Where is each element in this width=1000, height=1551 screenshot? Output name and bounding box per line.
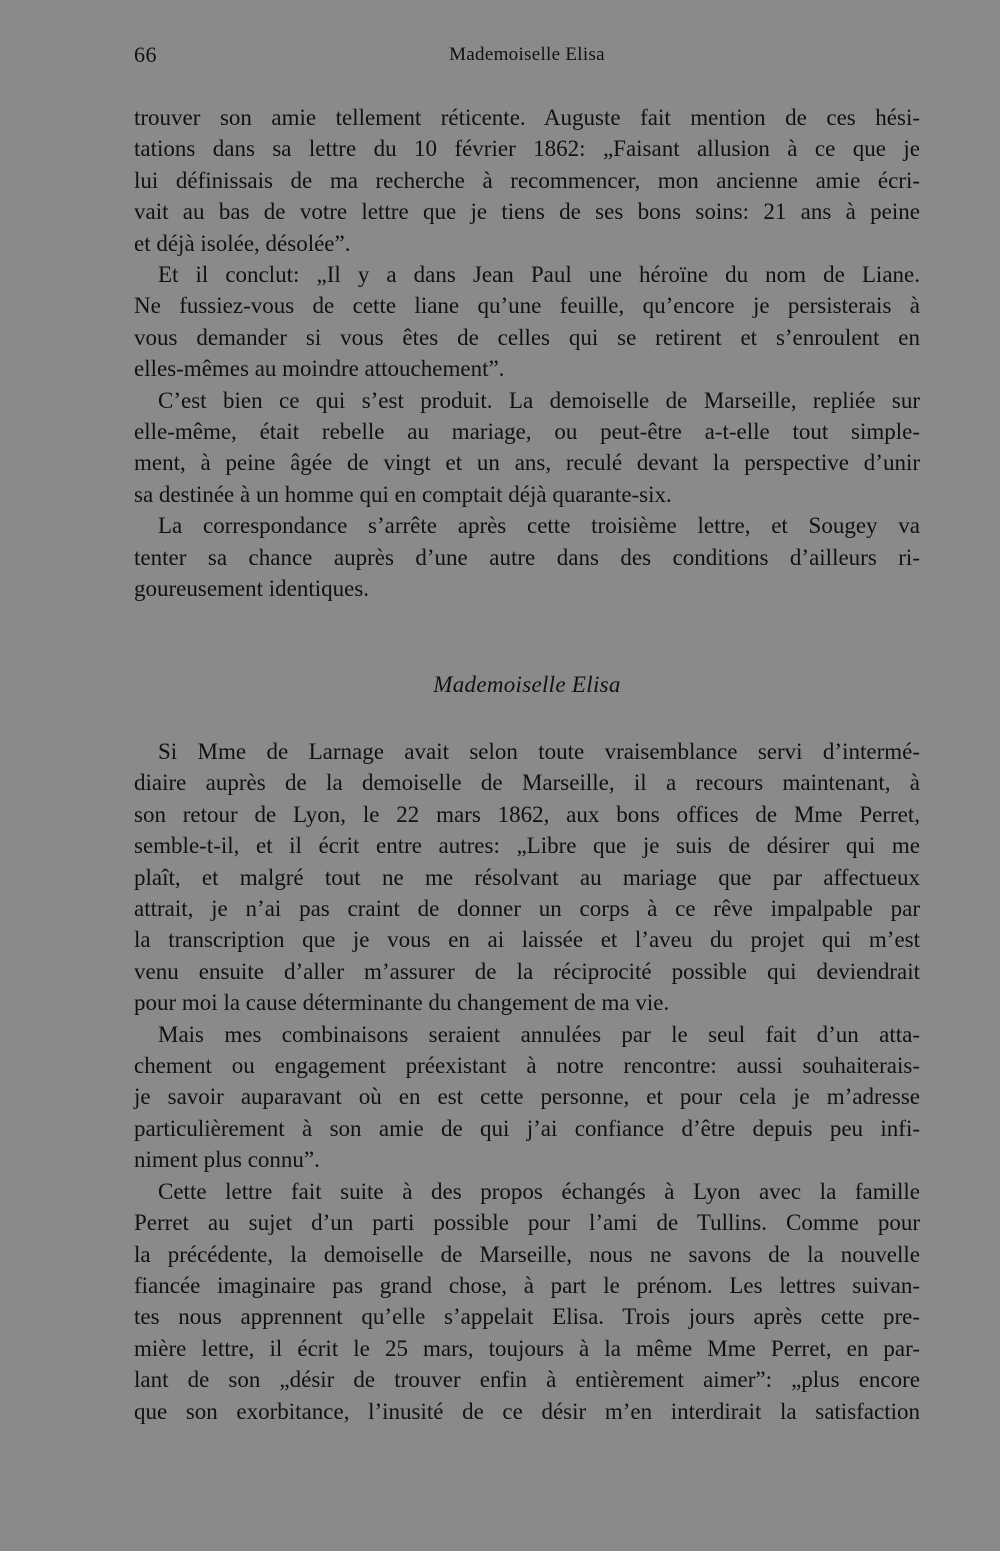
text-line: je savoir auparavant où en est cette personne, et pour cela je m’adresse: [134, 1084, 920, 1110]
text-line: semble-t-il, et il écrit entre autres: „Libre que je suis de désirer qui me: [134, 833, 920, 859]
paragraph: [134, 385, 920, 511]
text-line: Et il conclut: „Il y a dans Jean Paul une héroïne du nom de Liane.: [158, 262, 920, 288]
text-line: que son exorbitance, l’inusité de ce désir m’en interdirait la satisfaction: [134, 1398, 920, 1424]
text-line: Ne fussiez-vous de cette liane qu’une feuille, qu’encore je persisterais à: [134, 293, 920, 319]
text-line: pour moi la cause déterminante du changement de ma vie.: [134, 990, 670, 1016]
text-line: chement ou engagement préexistant à notre rencontre: aussi souhaiterais-: [134, 1053, 920, 1079]
text-line: trouver son amie tellement réticente. Auguste fait mention de ces hési-: [134, 105, 920, 130]
paragraph: [134, 1176, 920, 1427]
text-line: Cette lettre fait suite à des propos échangés à Lyon avec la famille: [158, 1178, 920, 1204]
text-line: La correspondance s’arrête après cette troisième lettre, et Sougey va: [158, 513, 920, 539]
paragraph: [134, 736, 920, 1019]
text-line: ment, à peine âgée de vingt et un ans, reculé devant la perspective d’unir: [134, 450, 920, 476]
text-line: tes nous apprennent qu’elle s’appelait Elisa. Trois jours après cette pre-: [134, 1304, 920, 1330]
text-line: particulièrement à son amie de qui j’ai confiance d’être depuis peu infi-: [134, 1115, 920, 1141]
text-line: lui définissais de ma recherche à recommencer, mon ancienne amie écri-: [134, 167, 920, 193]
text-line: la précédente, la demoiselle de Marseille, nous ne savons de la nouvelle: [134, 1241, 920, 1267]
paragraph: [134, 259, 920, 385]
text-line: goureusement identiques.: [134, 576, 370, 602]
text-line: elles-mêmes au moindre attouchement”.: [134, 356, 505, 382]
section-heading: Mademoiselle Elisa: [433, 672, 621, 697]
text-line: lant de son „désir de trouver enfin à entièrement aimer”: „plus encore: [134, 1367, 920, 1393]
text-line: C’est bien ce qui s’est produit. La demoiselle de Marseille, repliée sur: [158, 387, 920, 413]
text-line: Perret au sujet d’un parti possible pour l’ami de Tullins. Comme pour: [134, 1210, 920, 1236]
text-line: vous demander si vous êtes de celles qui se retirent et s’enroulent en: [134, 324, 920, 350]
text-line: son retour de Lyon, le 22 mars 1862, aux bons offices de Mme Perret,: [134, 801, 920, 827]
text-line: sa destinée à un homme qui en comptait déjà quarante-six.: [134, 481, 672, 507]
page-number: 66: [134, 42, 157, 67]
text-line: et déjà isolée, désolée”.: [134, 230, 351, 256]
text-line: Si Mme de Larnage avait selon toute vraisemblance servi d’intermé-: [158, 739, 920, 764]
text-line: plaît, et malgré tout ne me résolvant au mariage que par affectueux: [134, 864, 920, 890]
text-line: mière lettre, il écrit le 25 mars, toujours à la même Mme Perret, en par-: [134, 1335, 920, 1361]
paragraph: [134, 510, 920, 604]
text-line: tenter sa chance auprès d’une autre dans des conditions d’ailleurs ri-: [134, 544, 920, 570]
text-line: vait au bas de votre lettre que je tiens de ses bons soins: 21 ans à peine: [134, 199, 920, 225]
paragraph: [134, 102, 920, 259]
paragraph: [134, 1019, 920, 1176]
running-title: Mademoiselle Elisa: [449, 44, 605, 65]
body-text-section-2: [134, 736, 920, 1427]
page-header: [134, 42, 920, 78]
text-line: tations dans sa lettre du 10 février 1862: „Faisant allusion à ce que je: [134, 136, 920, 162]
text-line: la transcription que je vous en ai laissée et l’aveu du projet qui m’est: [134, 927, 920, 953]
body-text-section-1: [134, 102, 920, 605]
text-line: attrait, je n’ai pas craint de donner un corps à ce rêve impalpable par: [134, 896, 920, 922]
text-line: niment plus connu”.: [134, 1147, 320, 1173]
text-line: diaire auprès de la demoiselle de Marseille, il a recours maintenant, à: [134, 770, 920, 796]
text-line: venu ensuite d’aller m’assurer de la réciprocité possible qui deviendrait: [134, 958, 920, 984]
text-line: Mais mes combinaisons seraient annulées par le seul fait d’un atta-: [158, 1021, 920, 1047]
text-line: fiancée imaginaire pas grand chose, à part le prénom. Les lettres suivan-: [134, 1272, 920, 1298]
text-line: elle-même, était rebelle au mariage, ou peut-être a-t-elle tout simple-: [134, 419, 920, 445]
